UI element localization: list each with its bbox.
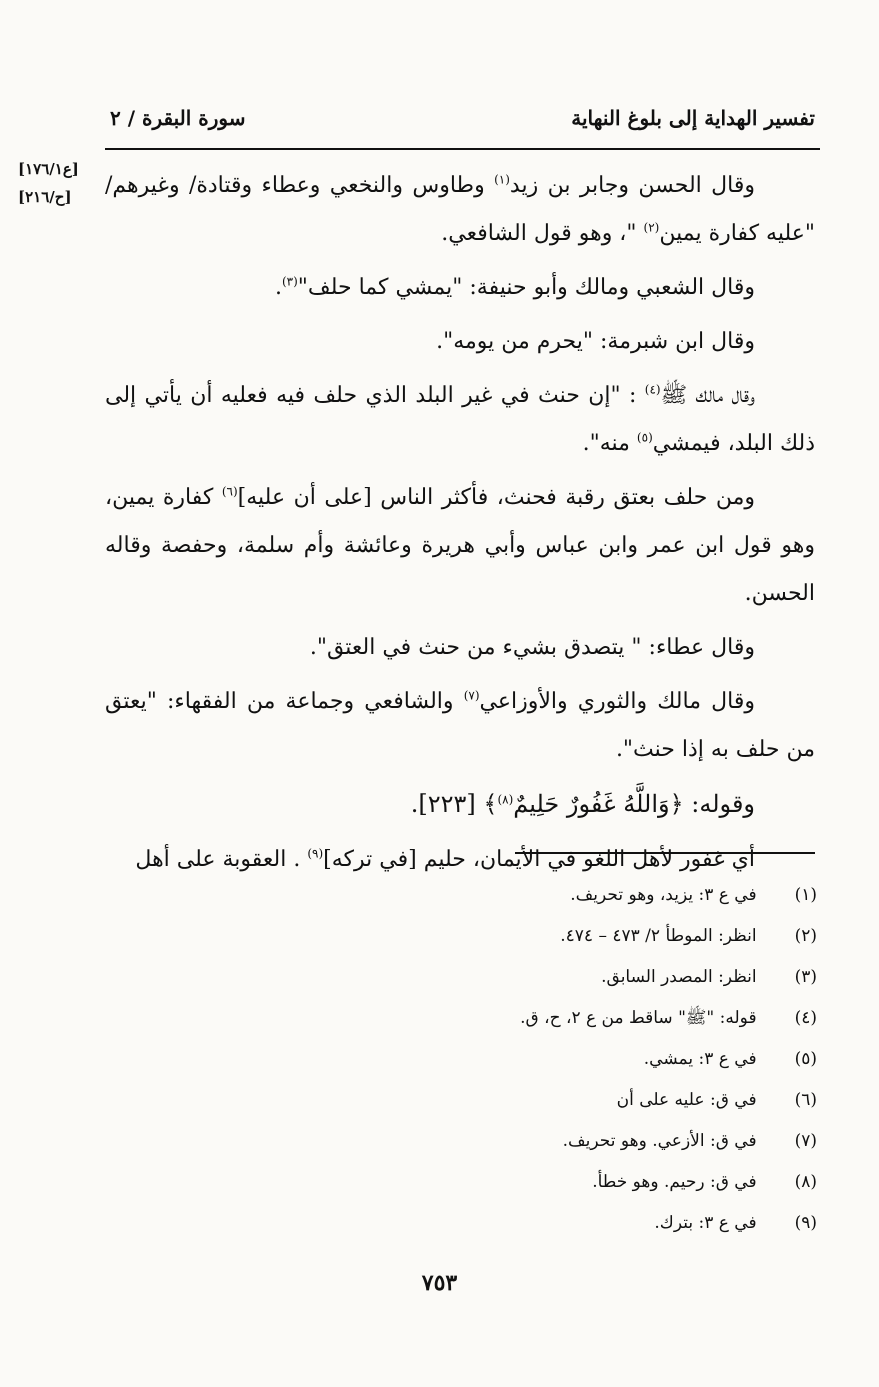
footnote: (٢) انظر: الموطأ ٢/ ٤٧٣ – ٤٧٤.	[560, 926, 817, 946]
footnote: (١) في ع ٣: يزيد، وهو تحريف.	[570, 885, 817, 905]
running-header	[110, 100, 815, 140]
paragraph: وقال عطاء: " يتصدق بشيء من حنث في العتق".	[309, 635, 755, 660]
footnote: (٧) في ق: الأزعي. وهو تحريف.	[562, 1131, 817, 1151]
footnote-ref: (٢)	[643, 220, 660, 235]
footnote: (٩) في ع ٣: بترك.	[654, 1213, 817, 1233]
footnote-rule	[515, 852, 815, 854]
footnote-ref: (١)	[494, 172, 510, 187]
paragraph: وقال الشعبي ومالك وأبو حنيفة: "يمشي كما حلف"$^{(٣)}$.	[274, 274, 755, 300]
page-number: ٧٥٣	[421, 1270, 458, 1296]
footnote-ref: (٦)	[221, 484, 238, 499]
book-title: تفسير الهداية إلى بلوغ النهاية	[571, 106, 815, 130]
paragraph: أي غفور لأهل اللغو في الأيمان، حليم [في تركه]$^{(٩)}$ . العقوبة على أهل	[135, 846, 755, 872]
footnotes	[105, 875, 817, 1244]
paragraph: وقال مالك ﷺ$^{(٤)}$ : "إن حنث في غير البلد الذي حلف فيه فعليه أن يأتي إلى ذلك البلد، فيمشي$^{(٥)}$ منه".	[105, 382, 815, 456]
footnote-ref: (٩)	[307, 846, 324, 861]
surah-label: سورة البقرة / ٢	[110, 106, 246, 130]
footnote-ref: (٥)	[636, 430, 653, 445]
footnote: (٥) في ع ٣: يمشي.	[643, 1049, 817, 1069]
footnote: (٨) في ق: رحيم. وهو خطأ.	[592, 1172, 817, 1192]
paragraph: وقال مالك والثوري والأوزاعي$^{(٧)}$ والشافعي وجماعة من الفقهاء: "يعتق من حلف به إذا حنث".	[105, 688, 815, 762]
footnote: (٤) قوله: "ﷺ" ساقط من ع ٢، ح، ق.	[520, 1008, 817, 1028]
footnote-ref: (٤)	[644, 382, 661, 397]
margin-ref-1: [ع١٧٦/١]	[18, 160, 79, 178]
footnote: (٦) في ق: عليه على أن	[616, 1090, 817, 1110]
footnote-ref: (٣)	[281, 274, 298, 289]
paragraph: وقال الحسن وجابر بن زيد$^{(١)}$ وطاوس والنخعي وعطاء وقتادة/ وغيرهم/ "عليه كفارة يمين$^{(٢)}$ "، وهو قول الشافعي.	[105, 172, 815, 246]
margin-ref-2: [ح/٢١٦]	[18, 188, 72, 206]
main-text	[105, 162, 815, 890]
paragraph: وقال ابن شبرمة: "يحرم من يومه".	[436, 329, 755, 354]
header-rule	[105, 148, 820, 150]
paragraph: ومن حلف بعتق رقبة فحنث، فأكثر الناس [على أن عليه]$^{(٦)}$ كفارة يمين، وهو قول ابن عمر وابن عباس وأبي هريرة وعائشة وأم سلمة، وحفصة وقاله الحسن.	[105, 484, 815, 606]
footnote-ref: (٧)	[463, 688, 480, 703]
paragraph-quran-verse: وقوله: ﴿وَاللَّهُ غَفُورٌ حَلِيمٌ$^{(٨)}$﴾ [٢٢٣].	[410, 790, 755, 818]
footnote-ref: (٨)	[497, 792, 514, 807]
footnote: (٣) انظر: المصدر السابق.	[601, 967, 817, 987]
